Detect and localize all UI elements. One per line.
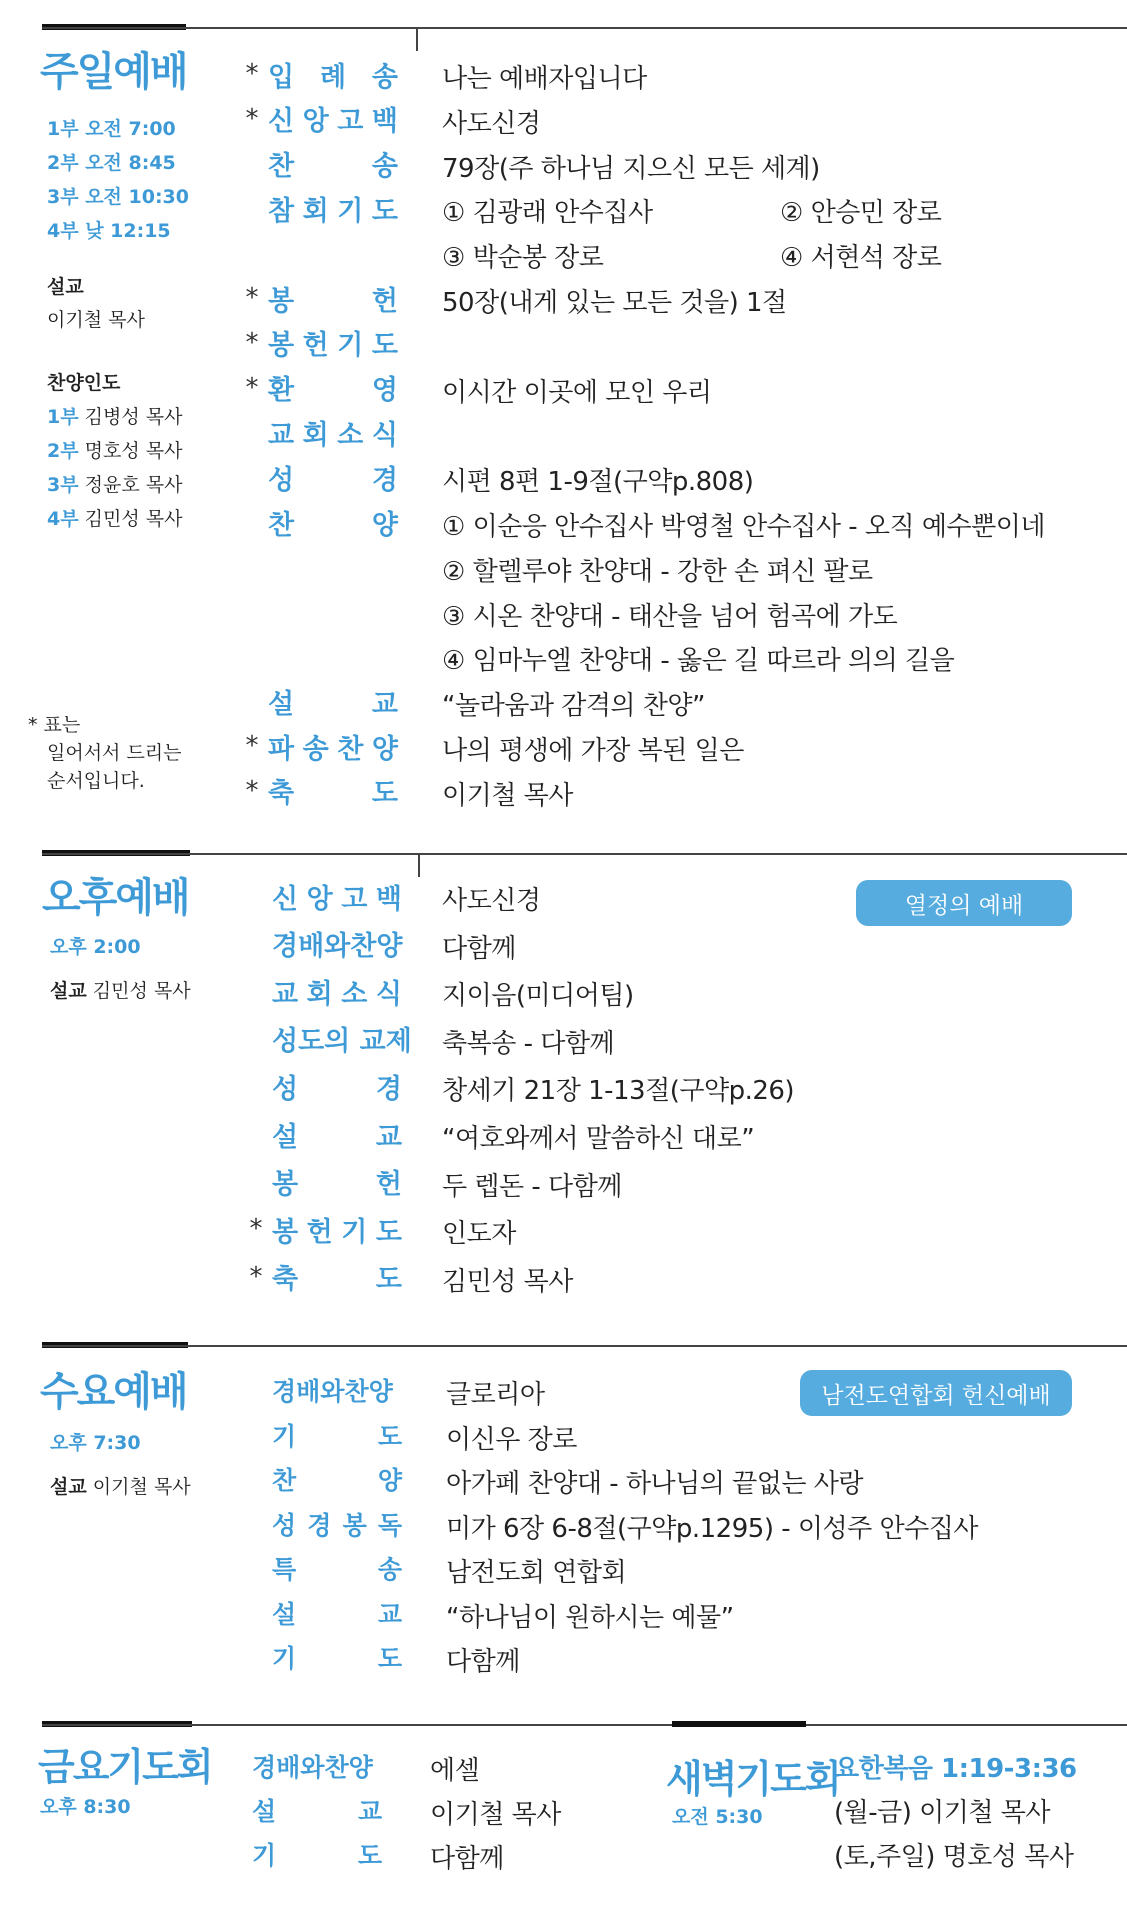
order-value: 축복송 - 다함께 — [442, 1028, 615, 1059]
order-value: 50장(내게 있는 모든 것을) 1절 — [442, 288, 787, 318]
order-row — [240, 99, 398, 139]
label-char: 앙 — [302, 106, 329, 138]
praise-leader: 3부 정윤호 목사 — [47, 474, 183, 496]
order-value: 이시간 이곳에 모인 우리 — [442, 377, 712, 408]
order-label — [268, 458, 398, 497]
order-value: 두 렙돈 - 다함께 — [442, 1171, 622, 1202]
label-char: 교 — [268, 419, 295, 451]
sermon-info: 설교 김민성 목사 — [50, 980, 191, 1002]
label-char: 봉 — [272, 1216, 299, 1248]
order-label — [268, 279, 398, 318]
label-char: 교 — [375, 1121, 402, 1153]
order-value: 인도자 — [442, 1219, 516, 1250]
label-char: 환 — [268, 375, 295, 407]
order-value: 아가페 찬양대 - 하나님의 끝없는 사랑 — [446, 1469, 863, 1499]
order-label — [272, 1162, 402, 1201]
section-divider — [42, 1724, 1127, 1726]
friday-title: 금요기도회 — [38, 1745, 212, 1789]
order-label — [268, 368, 398, 407]
label-char: 설 — [268, 688, 295, 720]
order-value: ③ 박순봉 장로 — [442, 243, 604, 274]
label-char: 파 — [268, 733, 295, 765]
label-char: 찬 — [337, 733, 364, 765]
order-row — [244, 1019, 412, 1059]
order-row — [244, 1637, 402, 1677]
order-value: 에셀 — [430, 1756, 480, 1786]
service-time: 오후 2:00 — [50, 936, 141, 958]
order-label — [268, 55, 398, 94]
label-char: 신 — [272, 883, 299, 915]
label-char: 기 — [272, 1421, 297, 1451]
order-row — [244, 1593, 402, 1633]
order-value: 다함께 — [430, 1844, 504, 1874]
order-label — [252, 1792, 382, 1828]
service-time: 3부 오전 10:30 — [47, 186, 189, 208]
order-value: 사도신경 — [442, 108, 541, 139]
order-row — [244, 1162, 402, 1202]
wednesday-title: 수요예배 — [40, 1369, 187, 1415]
sermon-info: 설교 이기철 목사 — [50, 1476, 191, 1498]
standing-marker: * — [245, 327, 259, 358]
label-char: 설 — [272, 1599, 297, 1629]
note-line: 일어서서 드리는 — [47, 742, 182, 764]
label-char: 영 — [371, 375, 398, 407]
label-char: 송 — [302, 733, 329, 765]
order-row — [244, 1504, 402, 1544]
label-char: 봉 — [268, 285, 295, 317]
praise-label: 찬양인도 — [47, 372, 121, 394]
label-char: 기 — [272, 1644, 297, 1673]
order-row — [252, 1746, 382, 1786]
order-label — [272, 1257, 402, 1296]
order-label — [272, 1115, 402, 1154]
sermon-label: 설교 — [47, 276, 84, 298]
order-row — [240, 547, 398, 587]
label-char: 축 — [272, 1264, 299, 1296]
order-label — [268, 99, 398, 138]
order-row — [240, 278, 398, 318]
label-char: 성 — [272, 1510, 297, 1540]
label-char: 양 — [377, 1466, 402, 1495]
order-label: 경배와찬양 — [272, 931, 403, 963]
label-char: 도 — [371, 330, 398, 362]
label-char: 찬 — [268, 509, 295, 541]
label-char: 도 — [357, 1841, 382, 1870]
service-time: 1부 오전 7:00 — [47, 118, 176, 140]
label-char: 헌 — [375, 1169, 402, 1201]
order-row — [244, 1209, 402, 1249]
label-char: 소 — [337, 419, 364, 451]
label-char: 도 — [377, 1421, 402, 1451]
label-char: 교 — [371, 688, 398, 720]
service-time: 2부 오전 8:45 — [47, 152, 176, 174]
label-char: 회 — [302, 195, 329, 227]
section-divider — [42, 853, 1127, 855]
dawn-line: (토,주일) 명호성 목사 — [834, 1842, 1074, 1872]
label-char: 신 — [268, 106, 295, 138]
order-value: 김민성 목사 — [442, 1266, 573, 1297]
order-label — [268, 682, 398, 721]
order-value: “여호와께서 말씀하신 대로” — [442, 1124, 755, 1154]
label-char: 고 — [341, 883, 368, 915]
label-char: 송 — [377, 1555, 402, 1584]
order-row — [240, 144, 398, 184]
afternoon-title: 오후예배 — [42, 875, 189, 921]
label-char: 봉 — [268, 330, 295, 362]
label-char: 도 — [375, 1216, 402, 1248]
label-char: 기 — [252, 1841, 277, 1870]
order-row — [244, 1114, 402, 1154]
note-line: * 표는 — [28, 714, 81, 736]
order-row — [244, 1548, 402, 1588]
order-value: 다함께 — [442, 933, 516, 964]
label-char: 입 — [268, 61, 295, 93]
label-char: 기 — [337, 195, 364, 227]
order-row — [244, 1066, 402, 1106]
order-label — [268, 503, 398, 542]
label-char: 성 — [272, 1073, 299, 1105]
label-char: 도 — [377, 1644, 402, 1673]
order-value: 지이음(미디어팀) — [442, 981, 634, 1012]
sermon-preacher: 이기철 목사 — [47, 309, 145, 331]
order-row — [240, 188, 398, 228]
praise-leader: 2부 명호성 목사 — [47, 440, 183, 462]
divider-tick — [416, 27, 418, 51]
label-char: 헌 — [371, 285, 398, 317]
order-label — [272, 1506, 402, 1542]
service-badge: 열정의 예배 — [856, 880, 1072, 926]
label-char: 교 — [377, 1599, 402, 1629]
standing-marker: * — [245, 283, 259, 313]
order-value: ④ 서현석 장로 — [780, 243, 942, 274]
label-char: 헌 — [302, 330, 329, 362]
label-char: 참 — [268, 195, 295, 227]
order-value: 79장(주 하나님 지으신 모든 세계) — [442, 153, 820, 184]
standing-marker: * — [245, 59, 259, 89]
section-divider-thick — [672, 1721, 806, 1727]
dawn-scripture: 요한복음 1:19-3:36 — [834, 1754, 1077, 1784]
standing-marker: * — [249, 1261, 263, 1292]
order-row — [240, 233, 398, 273]
standing-marker: * — [245, 103, 259, 134]
divider-tick — [418, 853, 420, 877]
order-label — [272, 972, 402, 1011]
order-row — [244, 924, 402, 964]
service-time: 4부 낮 12:15 — [47, 220, 171, 242]
order-value: 다함께 — [446, 1647, 520, 1677]
label-char: 경 — [375, 1073, 402, 1105]
order-value: 이기철 목사 — [430, 1800, 561, 1830]
order-label — [272, 1067, 402, 1106]
label-char: 경 — [307, 1510, 332, 1540]
order-row — [244, 1415, 402, 1455]
order-label — [272, 1639, 402, 1675]
order-label — [268, 413, 398, 452]
service-time: 오전 5:30 — [672, 1806, 763, 1828]
label-char: 찬 — [272, 1466, 297, 1495]
order-value: 창세기 21장 1-13절(구약p.26) — [442, 1076, 795, 1107]
order-label — [272, 1210, 402, 1249]
order-value: “하나님이 원하시는 예물” — [446, 1602, 734, 1633]
order-row — [252, 1790, 382, 1830]
order-label — [268, 771, 398, 810]
order-value: 미가 6장 6-8절(구약p.1295) - 이성주 안수집사 — [446, 1513, 978, 1544]
label-char: 백 — [371, 106, 398, 138]
order-value: ④ 임마누엘 찬양대 - 옳은 길 따르라 의의 길을 — [442, 646, 955, 677]
order-row — [240, 368, 398, 408]
label-char: 앙 — [306, 883, 333, 915]
label-char: 교 — [357, 1797, 382, 1826]
order-row — [240, 323, 398, 363]
label-char: 교 — [272, 978, 299, 1010]
label-char: 양 — [371, 733, 398, 765]
order-value: 나는 예배자입니다 — [442, 64, 647, 94]
order-value: “놀라움과 감격의 찬양” — [442, 691, 706, 722]
order-row — [240, 502, 398, 542]
order-value: 나의 평생에 가장 복된 일은 — [442, 736, 744, 766]
label-char: 설 — [252, 1797, 277, 1826]
label-char: 백 — [375, 883, 402, 915]
label-char: 송 — [371, 61, 398, 93]
praise-leader: 1부 김병성 목사 — [47, 406, 183, 428]
standing-marker: * — [245, 372, 259, 403]
label-char: 식 — [371, 419, 398, 451]
label-char: 봉 — [272, 1169, 299, 1201]
service-time: 오후 8:30 — [40, 1796, 131, 1818]
order-row — [240, 457, 398, 497]
label-char: 도 — [375, 1264, 402, 1296]
order-row — [240, 771, 398, 811]
order-value: 이기철 목사 — [442, 780, 573, 811]
order-row — [240, 54, 398, 94]
order-label: 경배와찬양 — [252, 1753, 373, 1782]
label-char: 례 — [319, 61, 347, 93]
order-row — [244, 1459, 402, 1499]
service-time: 오후 7:30 — [50, 1432, 141, 1454]
order-label — [272, 1550, 402, 1586]
label-char: 찬 — [268, 151, 295, 183]
order-value: ② 안승민 장로 — [780, 198, 942, 229]
order-row — [240, 726, 398, 766]
label-char: 독 — [377, 1510, 402, 1540]
standing-marker: * — [245, 775, 259, 806]
dawn-line: (월-금) 이기철 목사 — [834, 1798, 1051, 1828]
label-char: 축 — [268, 778, 295, 810]
label-char: 헌 — [306, 1216, 333, 1248]
label-char: 설 — [272, 1121, 299, 1153]
order-row — [240, 412, 398, 452]
service-badge: 남전도연합회 헌신예배 — [800, 1370, 1072, 1416]
order-value: 시편 8편 1-9절(구약p.808) — [442, 467, 754, 498]
label-char: 고 — [337, 106, 364, 138]
order-label — [268, 727, 398, 766]
order-value: 사도신경 — [442, 886, 541, 916]
label-char: 양 — [371, 509, 398, 541]
label-char: 기 — [341, 1216, 368, 1248]
sunday-title: 주일예배 — [40, 49, 187, 95]
order-value: 글로리아 — [446, 1380, 545, 1410]
order-label — [268, 144, 398, 183]
order-row — [240, 636, 398, 676]
label-char: 송 — [371, 151, 398, 183]
dawn-title: 새벽기도회 — [666, 1757, 840, 1801]
section-divider — [42, 27, 1127, 29]
order-label — [272, 877, 402, 916]
order-label — [272, 1417, 402, 1453]
order-row — [244, 1257, 402, 1297]
label-char: 소 — [341, 978, 368, 1010]
order-row — [240, 681, 398, 721]
order-label — [272, 1595, 402, 1631]
section-divider — [42, 1345, 1127, 1347]
note-line: 순서입니다. — [47, 770, 145, 792]
order-label — [272, 1461, 402, 1497]
label-char: 봉 — [342, 1510, 367, 1540]
label-char: 기 — [337, 330, 364, 362]
order-value: ① 김광래 안수집사 — [442, 198, 653, 229]
label-char: 식 — [375, 978, 402, 1010]
order-row — [244, 1370, 402, 1410]
order-label — [268, 189, 398, 228]
order-value: ① 이순응 안수집사 박영철 안수집사 - 오직 예수뿐이네 — [442, 512, 1045, 542]
order-value: ③ 시온 찬양대 - 태산을 넘어 험곡에 가도 — [442, 601, 898, 632]
order-label — [268, 323, 398, 362]
order-row — [244, 971, 402, 1011]
standing-marker: * — [245, 731, 259, 761]
label-char: 도 — [371, 778, 398, 810]
label-char: 경 — [371, 464, 398, 496]
order-label: 경배와찬양 — [272, 1377, 393, 1406]
order-row — [244, 876, 402, 916]
label-char: 회 — [306, 978, 333, 1010]
order-row — [252, 1834, 382, 1874]
order-row — [240, 592, 398, 632]
label-char: 회 — [302, 419, 329, 451]
order-label — [252, 1836, 382, 1872]
order-label: 성도의 교제 — [272, 1026, 412, 1058]
standing-marker: * — [249, 1214, 263, 1245]
order-value: 이신우 장로 — [446, 1424, 577, 1455]
label-char: 성 — [268, 464, 295, 496]
order-value: 남전도회 연합회 — [446, 1558, 627, 1588]
praise-leader: 4부 김민성 목사 — [47, 508, 183, 530]
order-value: ② 할렐루야 찬양대 - 강한 손 펴신 팔로 — [442, 556, 873, 587]
label-char: 도 — [371, 195, 398, 227]
label-char: 특 — [272, 1555, 297, 1584]
